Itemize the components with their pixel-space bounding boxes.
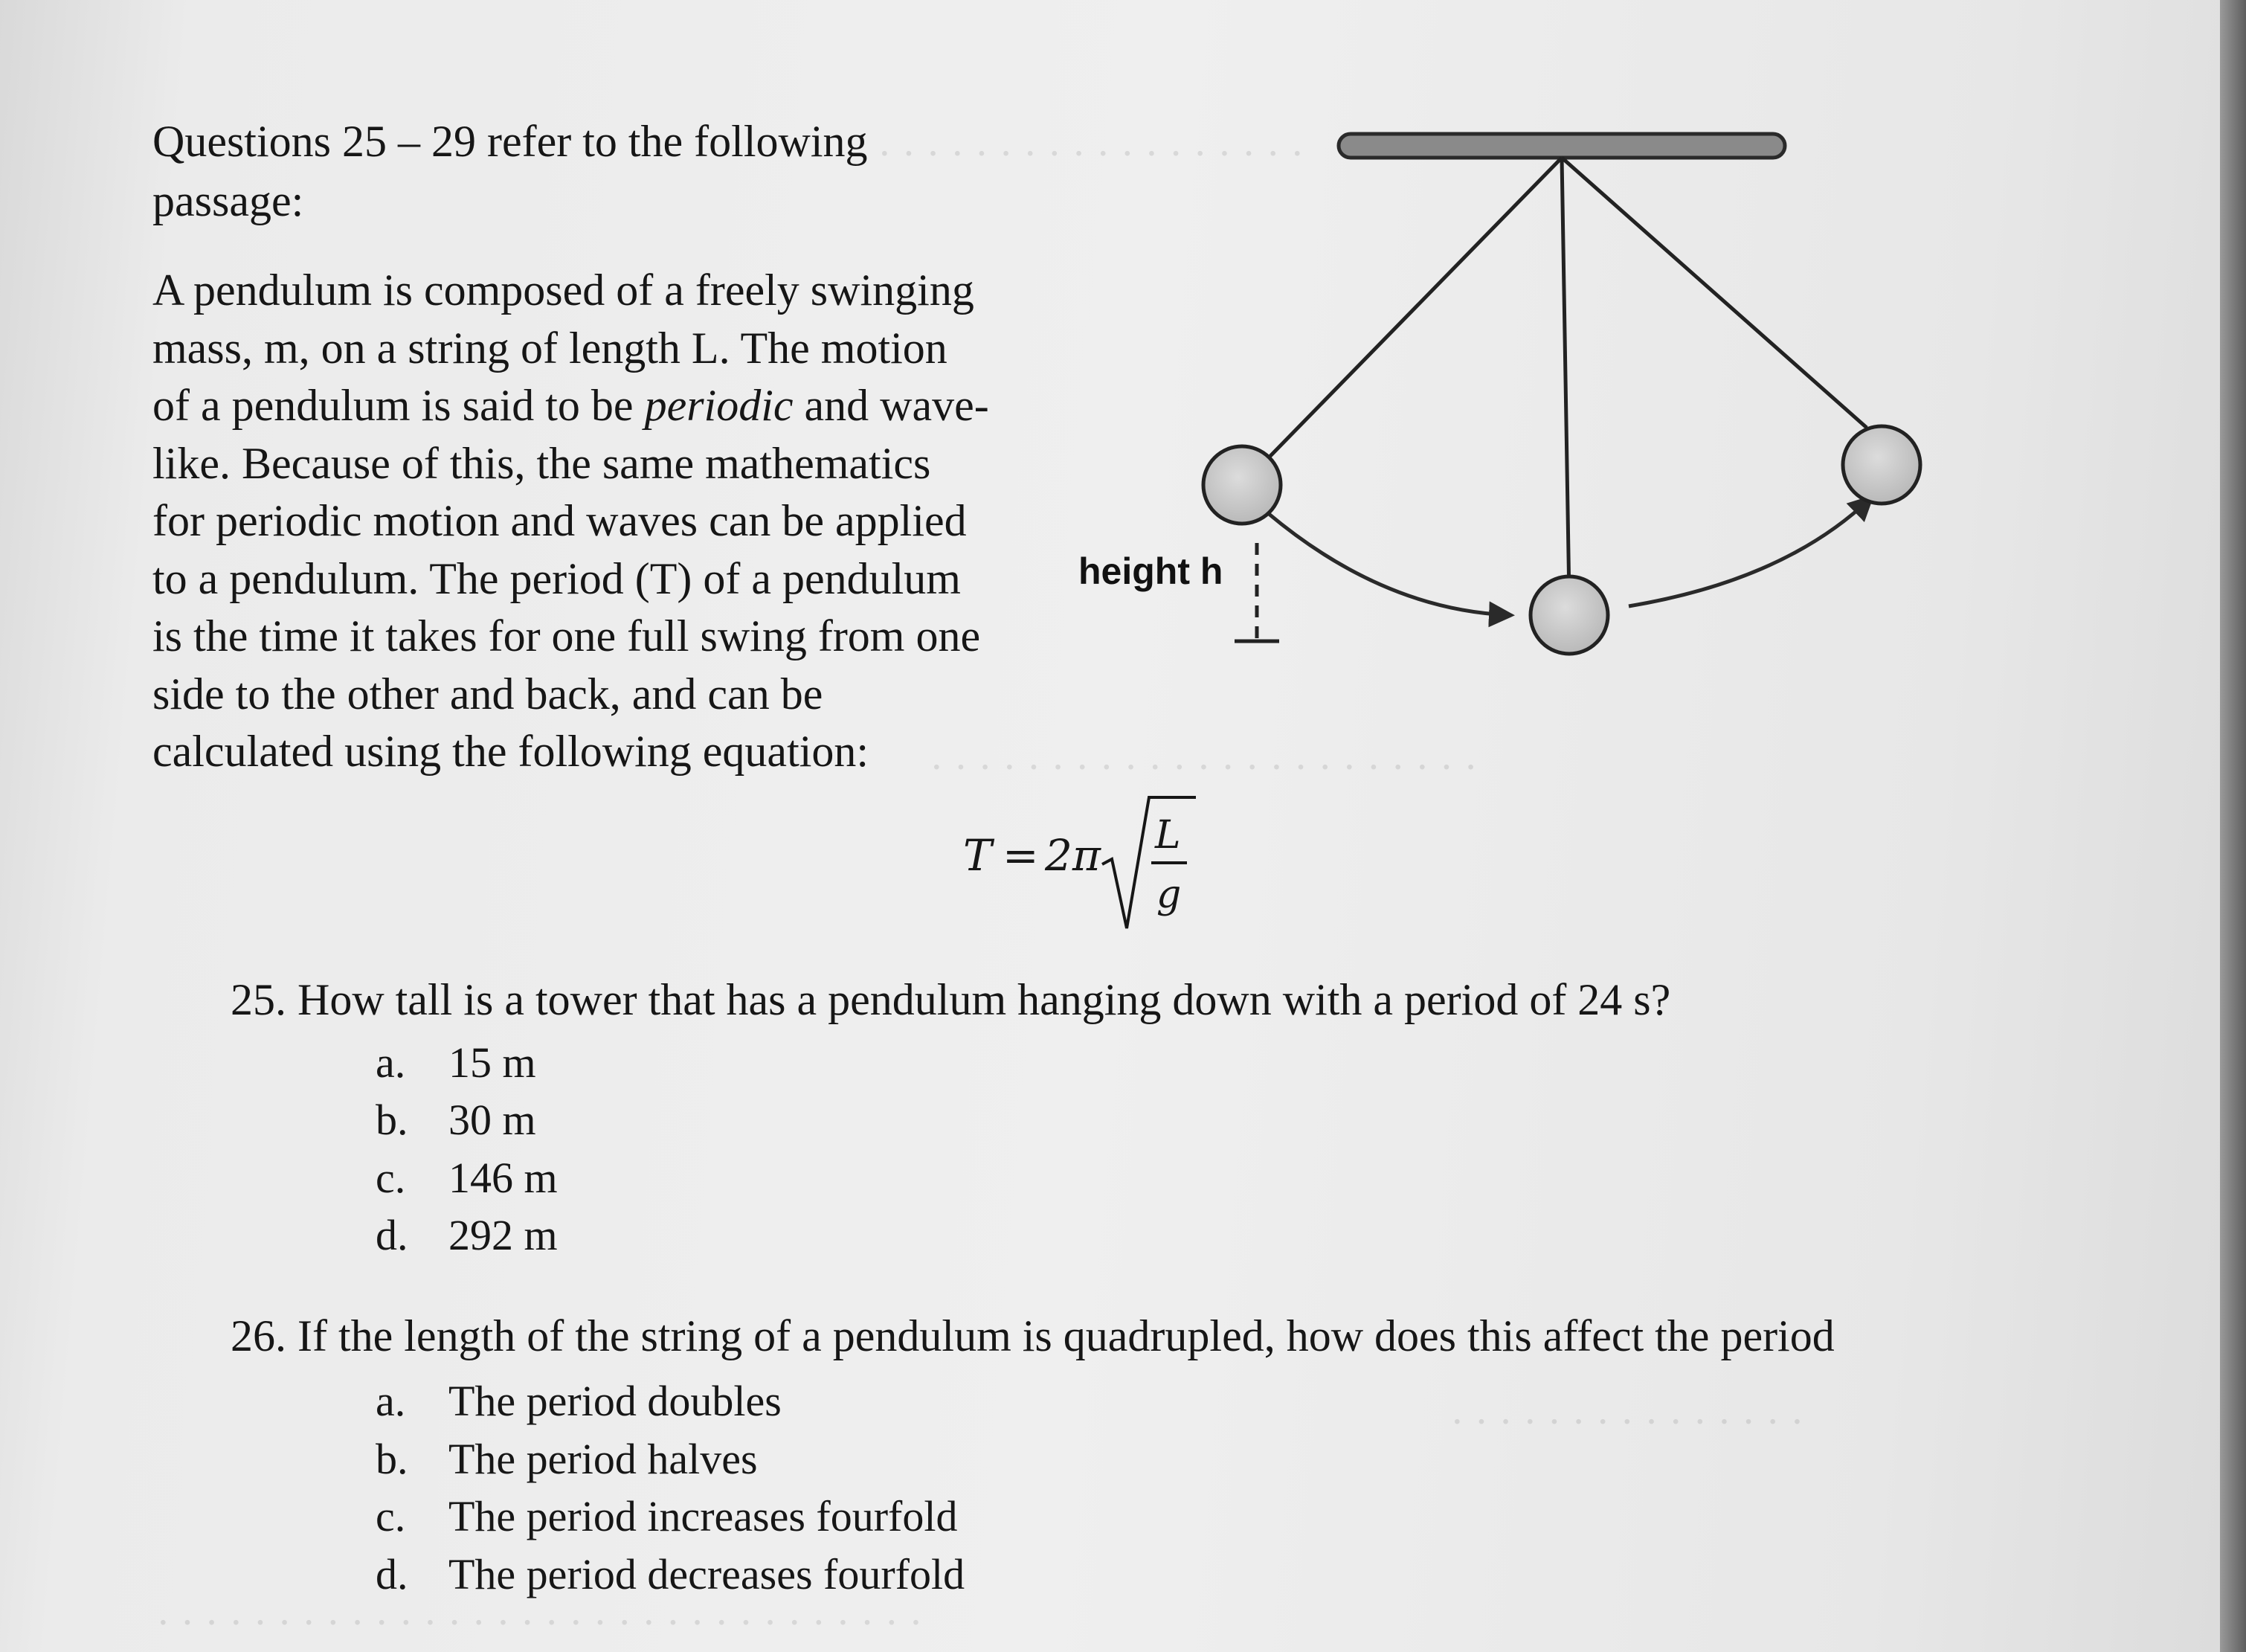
pivot-bar bbox=[1339, 134, 1785, 158]
q25-option-b[interactable] bbox=[376, 1095, 536, 1145]
option-letter: b. bbox=[376, 1096, 408, 1144]
q26-option-d[interactable] bbox=[376, 1549, 965, 1599]
option-text: 15 m bbox=[448, 1038, 536, 1087]
pendulum-bob-bottom bbox=[1531, 576, 1608, 654]
passage-line: to a pendulum. The period (T) of a pendulum bbox=[152, 553, 961, 603]
option-text: The period doubles bbox=[448, 1377, 782, 1425]
passage-line: mass, m, on a string of length L. The motion bbox=[152, 323, 947, 373]
option-letter: a. bbox=[376, 1377, 406, 1425]
period-equation bbox=[959, 788, 1197, 945]
option-letter: a. bbox=[376, 1038, 406, 1087]
bleed-through: · · · · · · · · · · · · · · · bbox=[1450, 1399, 1804, 1445]
equation-coefficient: 2π bbox=[1045, 830, 1101, 881]
passage bbox=[152, 262, 989, 781]
passage-line: A pendulum is composed of a freely swinging bbox=[152, 266, 974, 315]
option-letter: b. bbox=[376, 1435, 408, 1483]
option-letter: d. bbox=[376, 1550, 408, 1598]
q26-option-c[interactable] bbox=[376, 1491, 957, 1541]
option-text: 30 m bbox=[448, 1096, 536, 1144]
question-25-prompt: 25. How tall is a tower that has a pendulum hanging down with a period of 24 s? bbox=[231, 975, 1671, 1024]
option-text: The period increases fourfold bbox=[448, 1492, 958, 1540]
passage-line bbox=[152, 377, 989, 435]
equation-equals: = bbox=[1003, 830, 1039, 881]
intro-line: Questions 25 – 29 refer to the following bbox=[152, 117, 868, 166]
passage-line: for periodic motion and waves can be applied bbox=[152, 496, 967, 545]
bleed-through: · · · · · · · · · · · · · · · · · · · · · · · bbox=[930, 745, 1478, 791]
passage-line: is the time it takes for one full swing from one bbox=[152, 611, 981, 661]
q25-option-c[interactable] bbox=[376, 1153, 558, 1203]
periodic-emphasis: periodic bbox=[644, 381, 794, 430]
passage-text: and wave- bbox=[793, 381, 989, 430]
string-center bbox=[1562, 158, 1569, 599]
option-text: The period halves bbox=[448, 1435, 758, 1483]
q25-option-d[interactable] bbox=[376, 1210, 558, 1260]
string-left bbox=[1242, 158, 1562, 485]
pendulum-diagram bbox=[1056, 126, 1949, 692]
height-label: height h bbox=[1078, 550, 1223, 592]
bleed-through: · · · · · · · · · · · · · · · · · · · · · · · · · · · · · · · · bbox=[156, 1600, 923, 1646]
passage-line: like. Because of this, the same mathematics bbox=[152, 438, 931, 488]
equation-numerator: L bbox=[1155, 813, 1181, 858]
arrow-swing-up bbox=[1629, 498, 1870, 606]
pendulum-bob-left bbox=[1203, 446, 1281, 524]
arrow-swing-down bbox=[1268, 513, 1510, 615]
intro-line: passage: bbox=[152, 176, 304, 225]
pendulum-bob-right bbox=[1843, 426, 1920, 504]
q26-option-b[interactable] bbox=[376, 1434, 758, 1484]
equation-denominator: g bbox=[1156, 872, 1182, 917]
intro-text bbox=[152, 112, 868, 231]
option-letter: d. bbox=[376, 1211, 408, 1259]
option-text: 292 m bbox=[448, 1211, 558, 1259]
passage-line: calculated using the following equation: bbox=[152, 727, 869, 776]
bleed-through: · · · · · · · · · · · · · · · · · · bbox=[878, 131, 1304, 177]
q26-option-a[interactable] bbox=[376, 1376, 782, 1426]
string-right bbox=[1562, 158, 1867, 428]
passage-line: side to the other and back, and can be bbox=[152, 669, 823, 719]
passage-text: of a pendulum is said to be bbox=[152, 381, 645, 430]
page-edge-shadow bbox=[2220, 0, 2246, 1652]
q25-option-a[interactable] bbox=[376, 1038, 536, 1087]
option-letter: c. bbox=[376, 1154, 406, 1202]
option-letter: c. bbox=[376, 1492, 406, 1540]
question-26-prompt: 26. If the length of the string of a pendulum is quadrupled, how does this affect the period bbox=[231, 1311, 1835, 1360]
equation-lhs: T bbox=[963, 830, 992, 881]
option-text: 146 m bbox=[448, 1154, 558, 1202]
option-text: The period decreases fourfold bbox=[448, 1550, 965, 1598]
